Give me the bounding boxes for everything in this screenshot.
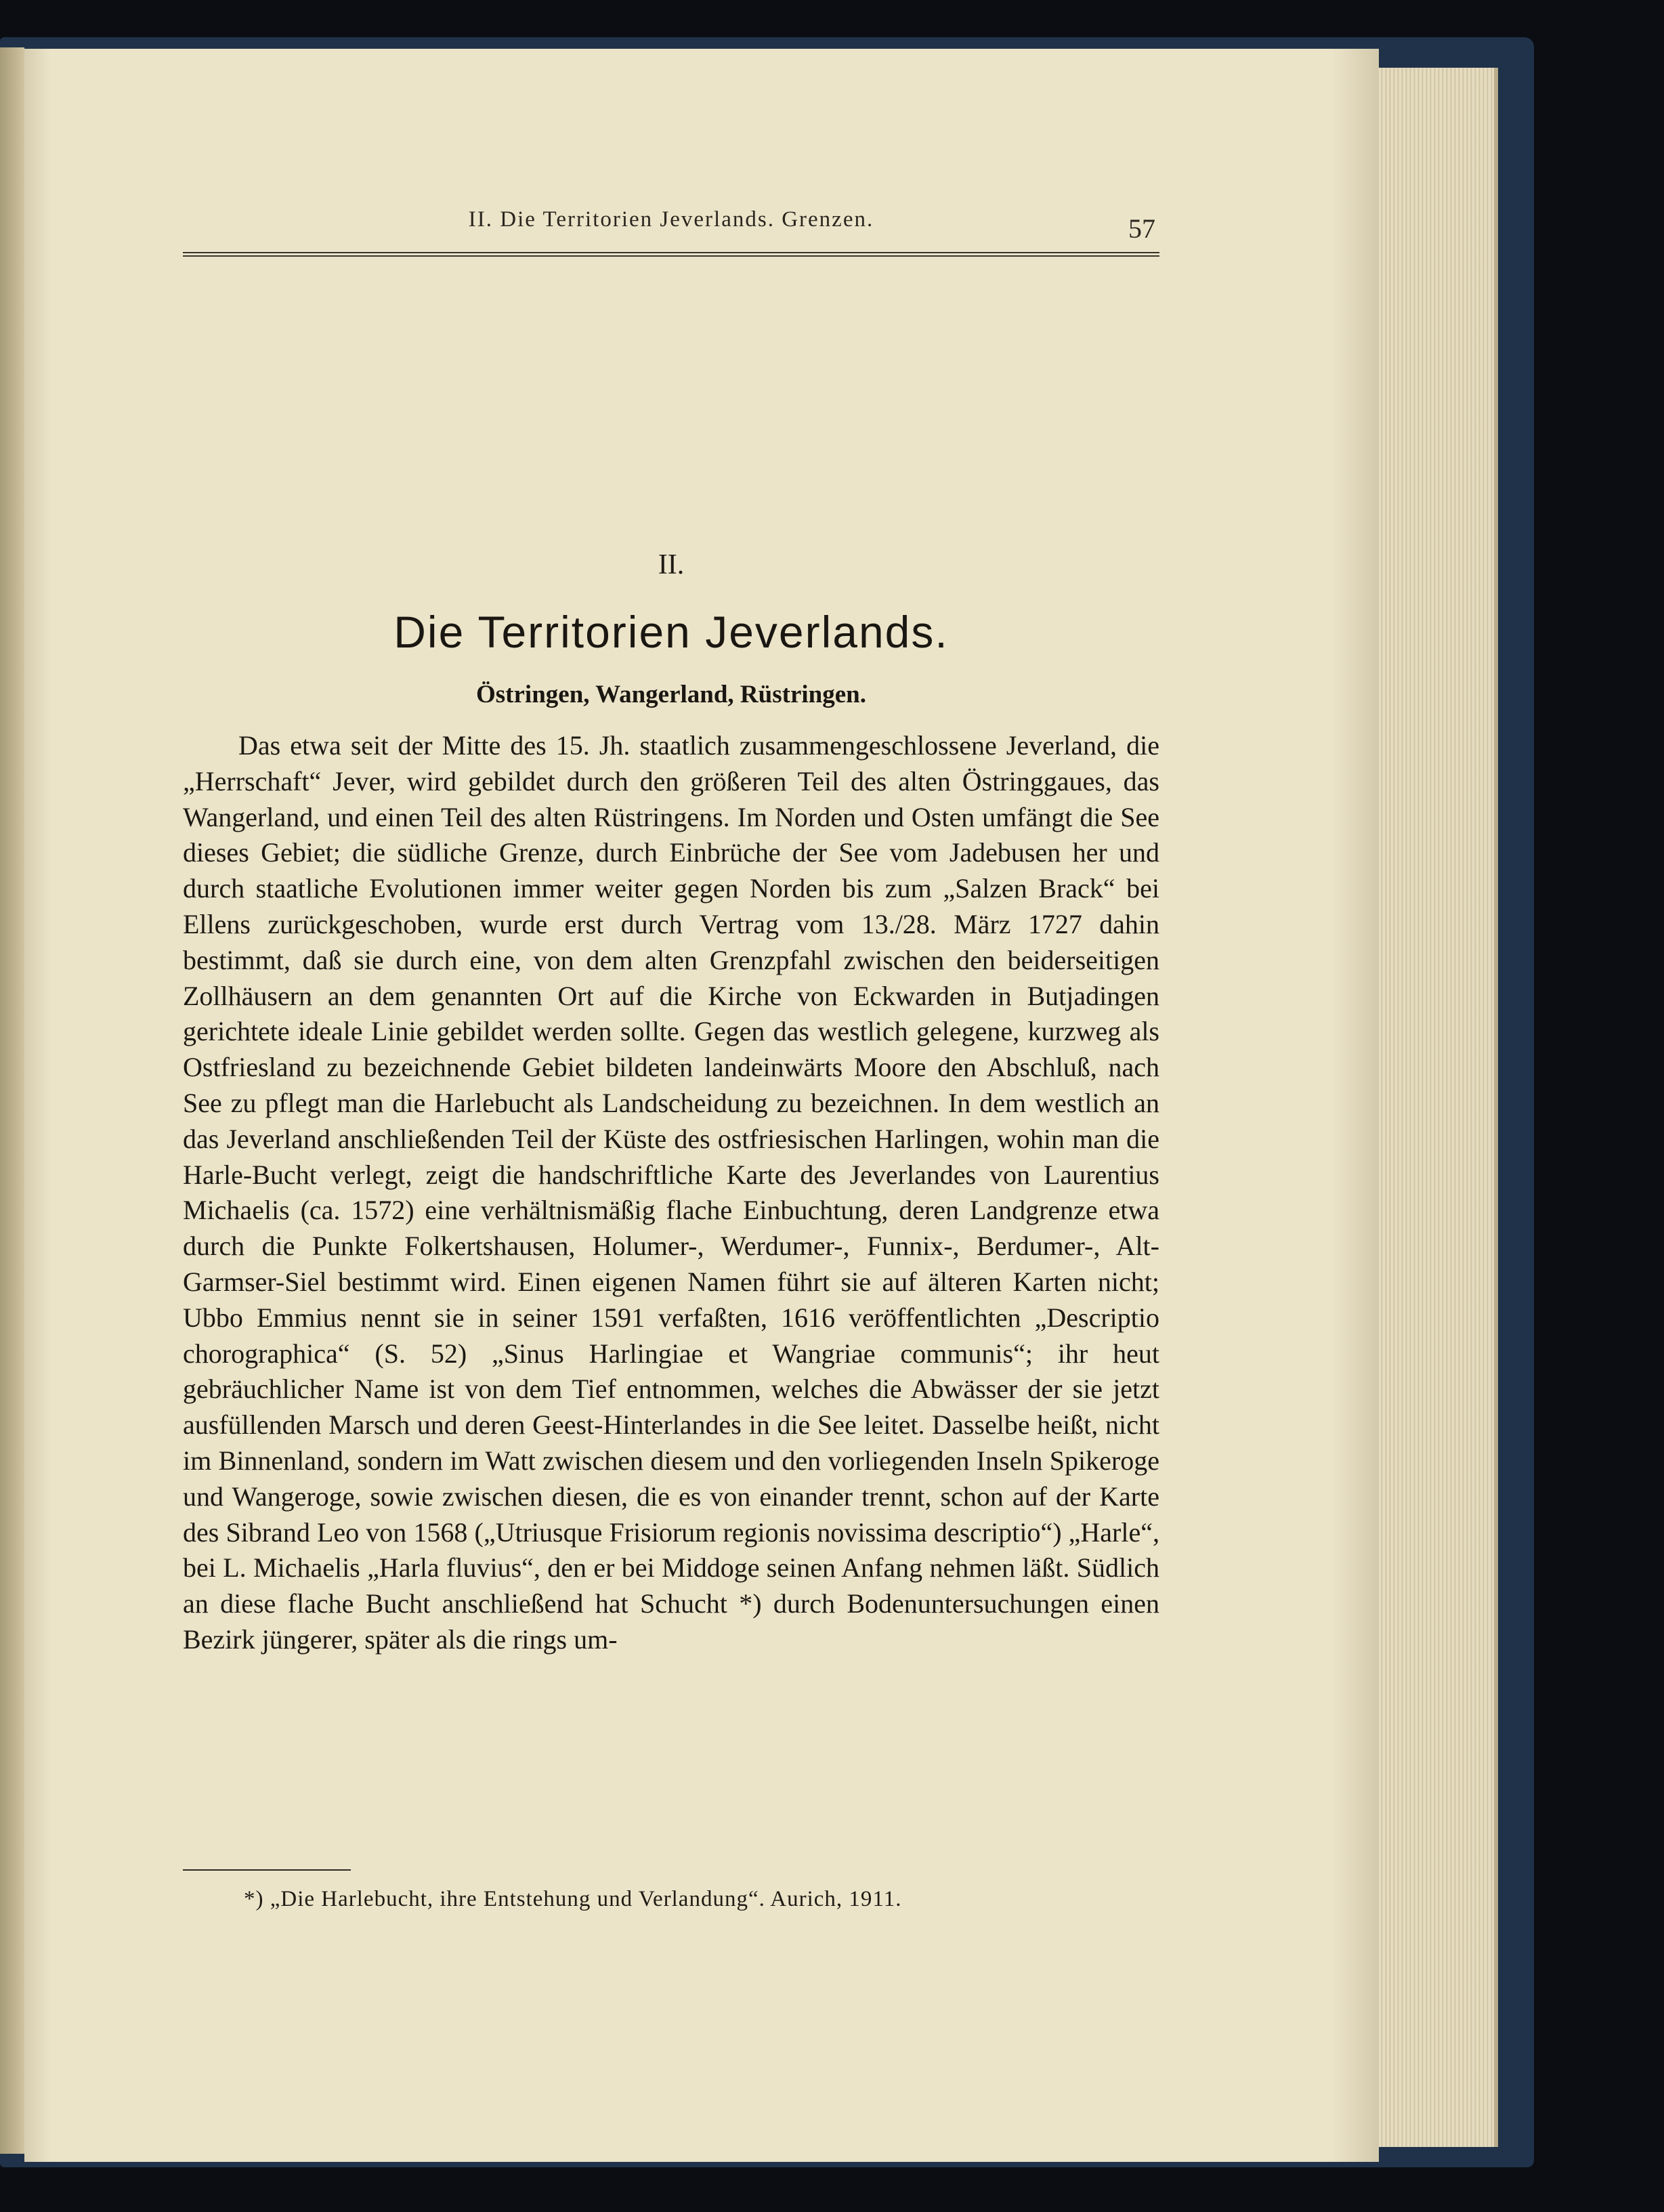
- chapter-subtitle: Östringen, Wangerland, Rüstringen.: [476, 681, 866, 708]
- body-paragraph: Das etwa seit der Mitte des 15. Jh. staatlich zusammengeschlossene Jeverland, die „Herrschaft“ Jever, wird gebildet durch den größeren Teil des alten Östringgaues, das Wangerland, und einen Teil des alten Rüstringens. Im Norden und Osten umfängt die See dieses Gebiet; die südliche Grenze, durch Einbrüche der See vom Jadebusen her und durch staatliche Evolutionen immer weiter gegen Norden bis zum „Salzen Brack“ bei Ellens zurückgeschoben, wurde erst durch Vertrag vom 13./28. März 1727 dahin bestimmt, daß sie durch eine, von dem alten Grenzpfahl zwischen den beiderseitigen Zollhäusern an dem genannten Ort auf die Kirche von Eckwarden in Butjadingen gerichtete ideale Linie gebildet werden sollte. Gegen das westlich gelegene, kurzweg als Ostfriesland zu bezeichnende Gebiet bildeten landeinwärts Moore den Abschluß, nach See zu pflegt man die Harlebucht als Landscheidung zu bezeichnen. In dem westlich an das Jeverland anschließenden Teil der Küste des ostfriesischen Harlingen, wohin man die Harle-Bucht verlegt, zeigt die handschriftliche Karte des Jeverlandes von Laurentius Michaelis (ca. 1572) eine verhältnismäßig flache Einbuchtung, deren Landgrenze etwa durch die Punkte Folkertshausen, Holumer-, Werdumer-, Funnix-, Berdumer-, Alt-Garmser-Siel bestimmt wird. Einen eigenen Namen führt sie auf älteren Karten nicht; Ubbo Emmius nennt sie in seiner 1591 verfaßten, 1616 veröffentlichten „Descriptio chorographica“ (S. 52) „Sinus Harlingiae et Wangriae communis“; ihr heut gebräuchlicher Name ist von dem Tief entnommen, welches die Abwässer der sie jetzt ausfüllenden Marsch und deren Geest-Hinterlandes in die See leitet. Dasselbe heißt, nicht im Binnenland, sondern im Watt zwischen diesem und den vorliegenden Inseln Spikeroge und Wangeroge, sowie zwischen diesen, die es von einander trennt, schon auf der Karte des Sibrand Leo von 1568 („Utriusque Frisiorum regionis novissima descriptio“) „Harle“, bei L. Michaelis „Harla fluvius“, den er bei Middoge seinen Anfang nehmen läßt. Südlich an diese flache Bucht anschließend hat Schucht *) durch Bodenuntersuchungen einen Bezirk jüngerer, später als die rings um-: [183, 730, 1159, 1655]
- footnote-rule: [183, 1869, 351, 1871]
- running-head: [183, 203, 1159, 244]
- chapter-numeral: II.: [658, 549, 685, 580]
- chapter-title: Die Territorien Jeverlands.: [393, 607, 949, 657]
- page-number: 57: [1128, 213, 1155, 244]
- left-page-edge: [0, 47, 24, 2154]
- page-block-edge: [1379, 68, 1498, 2147]
- running-head-rule: [183, 252, 1159, 257]
- body-text: [183, 728, 1159, 1658]
- running-head-title: II. Die Territorien Jeverlands. Grenzen.: [468, 207, 874, 232]
- footnote: *) „Die Harlebucht, ihre Entstehung und Verlandung“. Aurich, 1911.: [244, 1887, 902, 1911]
